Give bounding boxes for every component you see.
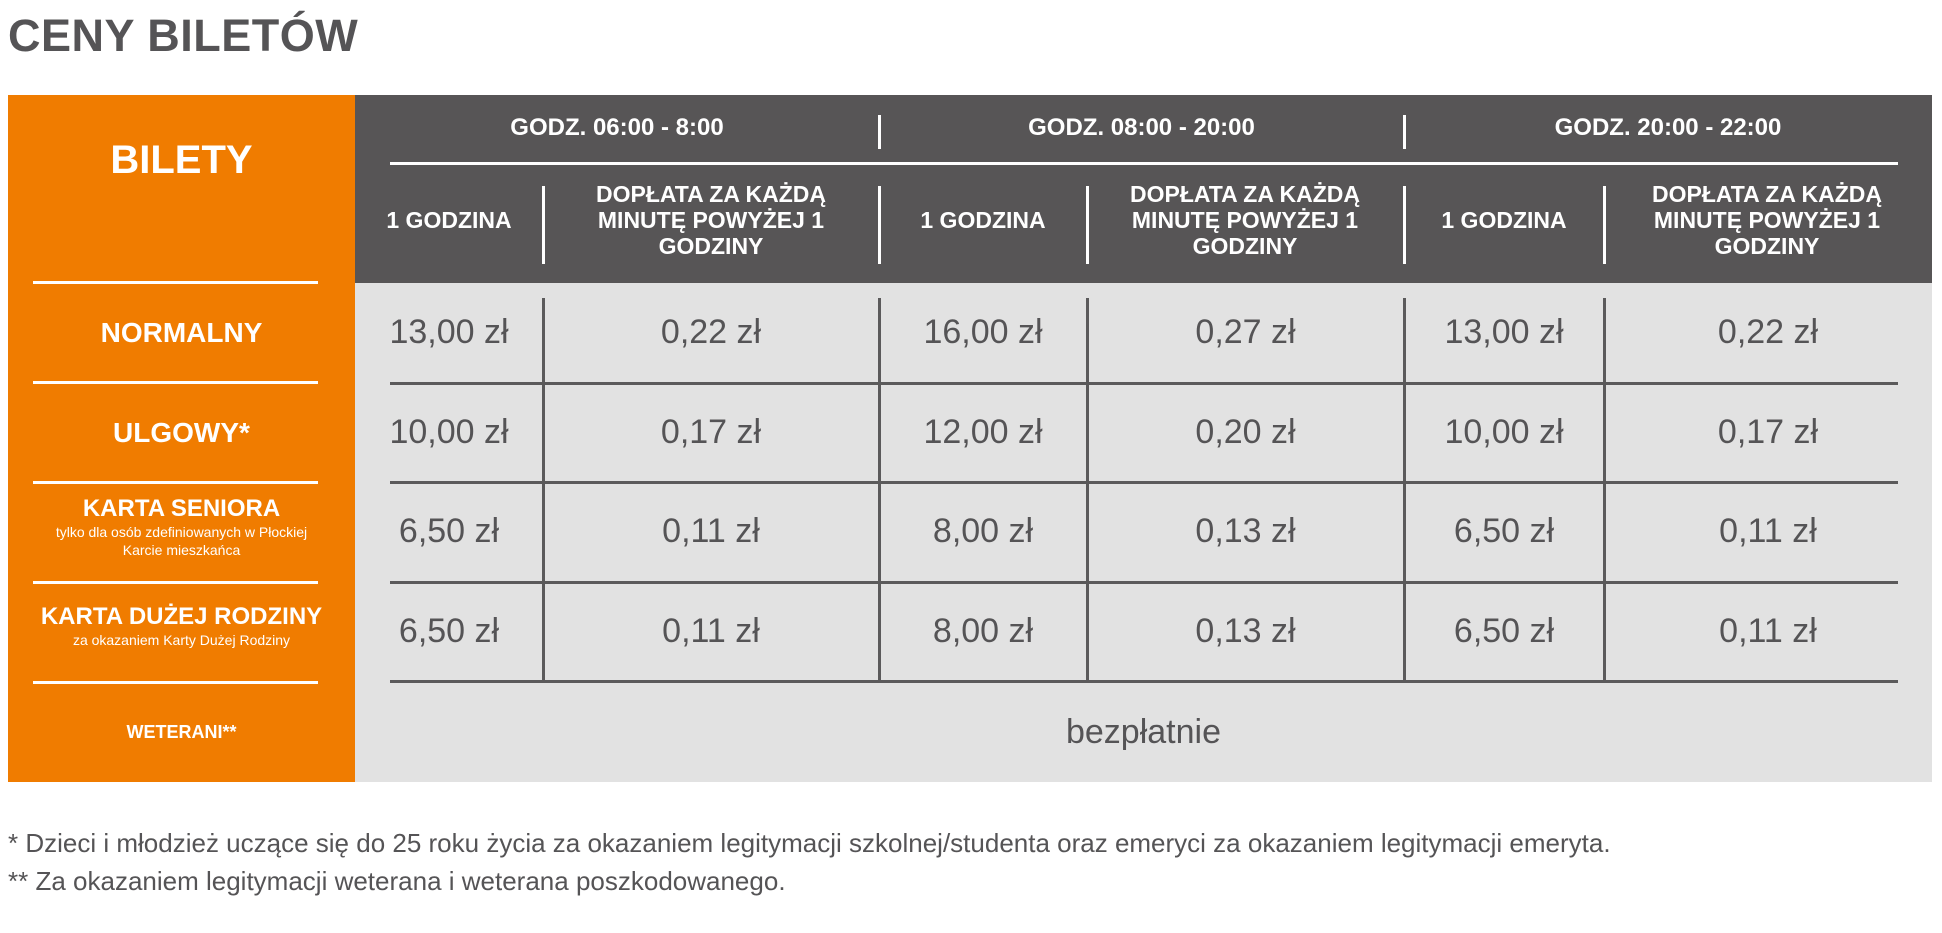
price-cell: 0,13 zł bbox=[1195, 512, 1296, 550]
price-cell: 0,11 zł bbox=[662, 512, 760, 550]
column-header-1h: 1 GODZINA bbox=[920, 207, 1046, 233]
ticket-type-ulgowy: ULGOWY* bbox=[113, 417, 250, 448]
ticket-type-karta-duzej-rodziny bbox=[8, 603, 355, 649]
column-header-surcharge: DOPŁATA ZA KAŻDĄ MINUTĘ POWYŻEJ 1 GODZINY bbox=[1652, 181, 1882, 259]
divider bbox=[33, 481, 318, 484]
ticket-type-note: tylko dla osób zdefiniowanych w Płockiej Karcie mieszkańca bbox=[55, 524, 308, 558]
ticket-type-weterani: WETERANI** bbox=[126, 722, 237, 742]
column-header-1h: 1 GODZINA bbox=[1441, 207, 1567, 233]
divider bbox=[1403, 115, 1406, 149]
price-cell: 0,27 zł bbox=[1195, 313, 1296, 351]
price-cell: 0,11 zł bbox=[662, 612, 760, 650]
footnote-ulgowy: * Dzieci i młodzież uczące się do 25 roku życia za okazaniem legitymacji szkolnej/studenta oraz emeryci za okazaniem legitymacji emeryta. bbox=[8, 828, 1611, 858]
ticket-type-note: za okazaniem Karty Dużej Rodziny bbox=[72, 632, 291, 648]
price-cell: 8,00 zł bbox=[932, 612, 1034, 650]
ticket-type-label: KARTA DUŻEJ RODZINY bbox=[40, 603, 323, 630]
price-cell: 6,50 zł bbox=[398, 612, 500, 650]
price-cell: 0,13 zł bbox=[1195, 612, 1296, 650]
divider bbox=[878, 115, 881, 149]
divider bbox=[390, 162, 1898, 165]
price-cell: 13,00 zł bbox=[1444, 313, 1564, 351]
ticket-type-karta-seniora bbox=[8, 495, 355, 559]
price-cell: 12,00 zł bbox=[923, 413, 1043, 451]
price-cell: 0,20 zł bbox=[1195, 413, 1296, 451]
price-cell: 6,50 zł bbox=[1453, 512, 1555, 550]
price-cell: 0,17 zł bbox=[660, 413, 762, 451]
ticket-type-label: KARTA SENIORA bbox=[82, 495, 281, 522]
veterans-price: bezpłatnie bbox=[1065, 713, 1221, 751]
divider bbox=[1403, 186, 1406, 264]
price-cell: 0,11 zł bbox=[1719, 612, 1817, 650]
price-cell: 13,00 zł bbox=[389, 313, 509, 351]
divider bbox=[878, 186, 881, 264]
price-cell: 0,22 zł bbox=[1717, 313, 1819, 351]
price-cell: 6,50 zł bbox=[398, 512, 500, 550]
price-cell: 0,22 zł bbox=[660, 313, 762, 351]
price-cell: 8,00 zł bbox=[932, 512, 1034, 550]
ticket-type-normalny: NORMALNY bbox=[100, 317, 263, 348]
price-cell: 0,17 zł bbox=[1717, 413, 1819, 451]
page-title: CENY BILETÓW bbox=[8, 10, 359, 61]
price-cell: 16,00 zł bbox=[923, 313, 1043, 351]
price-cell: 10,00 zł bbox=[1444, 413, 1564, 451]
divider bbox=[33, 581, 318, 584]
column-header-1h: 1 GODZINA bbox=[386, 207, 512, 233]
price-cell: 10,00 zł bbox=[389, 413, 509, 451]
price-table bbox=[355, 95, 1932, 782]
time-group-morning: GODZ. 06:00 - 8:00 bbox=[510, 114, 724, 141]
divider bbox=[1086, 186, 1089, 264]
column-header-surcharge: DOPŁATA ZA KAŻDĄ MINUTĘ POWYŻEJ 1 GODZINY bbox=[1130, 181, 1360, 259]
footnote-weterani: ** Za okazaniem legitymacji weterana i weterana poszkodowanego. bbox=[8, 866, 786, 896]
price-table-header bbox=[355, 95, 1932, 283]
time-group-evening: GODZ. 20:00 - 22:00 bbox=[1554, 114, 1782, 141]
ticket-types-heading: BILETY bbox=[110, 138, 253, 182]
ticket-types-panel bbox=[8, 95, 355, 782]
divider bbox=[542, 186, 545, 264]
divider bbox=[1603, 186, 1606, 264]
price-cell: 0,11 zł bbox=[1719, 512, 1817, 550]
price-cell: 6,50 zł bbox=[1453, 612, 1555, 650]
column-header-surcharge: DOPŁATA ZA KAŻDĄ MINUTĘ POWYŻEJ 1 GODZINY bbox=[596, 181, 826, 259]
time-group-day: GODZ. 08:00 - 20:00 bbox=[1028, 114, 1255, 141]
